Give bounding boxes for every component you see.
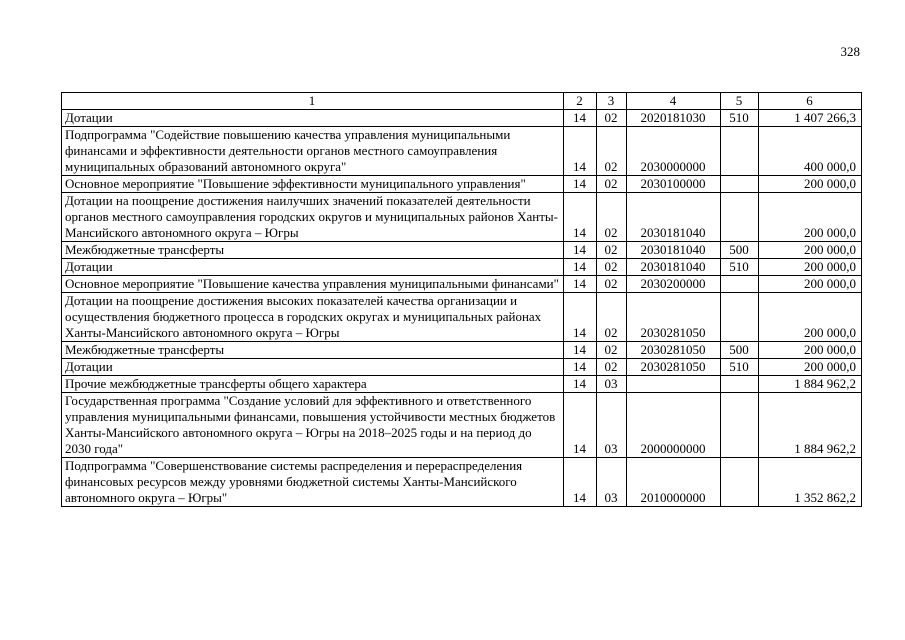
page-number: 328 <box>840 44 860 59</box>
row-name: Подпрограмма "Совершенствование системы распределения и перераспределения финансовых ресурсов между уровнями бюджетной системы Ханты-Мансийского автономного округа – Югры" <box>62 458 564 507</box>
row-target-article: 2030181040 <box>627 259 721 276</box>
header-col-5: 5 <box>721 93 759 110</box>
row-amount: 200 000,0 <box>759 259 862 276</box>
row-name: Дотации <box>62 359 564 376</box>
row-amount: 200 000,0 <box>759 342 862 359</box>
header-col-2: 2 <box>564 93 597 110</box>
row-amount: 400 000,0 <box>759 127 862 176</box>
row-subsection: 02 <box>597 110 627 127</box>
row-name: Основное мероприятие "Повышение эффективности муниципального управления" <box>62 176 564 193</box>
row-name: Прочие межбюджетные трансферты общего характера <box>62 376 564 393</box>
row-expense-type <box>721 393 759 458</box>
row-target-article: 2010000000 <box>627 458 721 507</box>
row-name: Подпрограмма "Содействие повышению качества управления муниципальными финансами и эффективности деятельности органов местного самоуправления муниципальных образований автономного округа" <box>62 127 564 176</box>
row-amount: 1 884 962,2 <box>759 393 862 458</box>
row-subsection: 02 <box>597 242 627 259</box>
table-row <box>62 127 862 176</box>
row-section: 14 <box>564 359 597 376</box>
table-row <box>62 193 862 242</box>
row-amount: 200 000,0 <box>759 176 862 193</box>
row-section: 14 <box>564 393 597 458</box>
row-expense-type: 510 <box>721 359 759 376</box>
row-target-article: 2030281050 <box>627 359 721 376</box>
table-row <box>62 393 862 458</box>
row-section: 14 <box>564 242 597 259</box>
table-row <box>62 242 862 259</box>
row-section: 14 <box>564 276 597 293</box>
table-row <box>62 376 862 393</box>
row-expense-type <box>721 293 759 342</box>
row-target-article: 2030000000 <box>627 127 721 176</box>
row-subsection: 02 <box>597 276 627 293</box>
row-name: Дотации на поощрение достижения наилучших значений показателей деятельности органов местного самоуправления городских округов и муниципальных районов Ханты-Мансийского автономного округа – Югры <box>62 193 564 242</box>
row-target-article: 2020181030 <box>627 110 721 127</box>
row-section: 14 <box>564 176 597 193</box>
header-col-1: 1 <box>62 93 564 110</box>
row-target-article: 2030181040 <box>627 193 721 242</box>
row-target-article: 2030281050 <box>627 342 721 359</box>
row-expense-type <box>721 458 759 507</box>
row-expense-type <box>721 127 759 176</box>
row-expense-type <box>721 276 759 293</box>
row-subsection: 02 <box>597 259 627 276</box>
row-amount: 200 000,0 <box>759 242 862 259</box>
row-amount: 200 000,0 <box>759 293 862 342</box>
row-name: Дотации <box>62 110 564 127</box>
row-name: Государственная программа "Создание условий для эффективного и ответственного управления муниципальными финансами, повышения устойчивости местных бюджетов Ханты-Мансийского автономного округа – Югры на 2018–2025 годы и на период до 2030 года" <box>62 393 564 458</box>
row-section: 14 <box>564 376 597 393</box>
row-name: Основное мероприятие "Повышение качества управления муниципальными финансами" <box>62 276 564 293</box>
header-col-4: 4 <box>627 93 721 110</box>
table-row <box>62 276 862 293</box>
row-target-article: 2030281050 <box>627 293 721 342</box>
row-subsection: 03 <box>597 458 627 507</box>
row-expense-type: 510 <box>721 259 759 276</box>
row-subsection: 02 <box>597 342 627 359</box>
row-subsection: 02 <box>597 293 627 342</box>
row-subsection: 02 <box>597 127 627 176</box>
row-target-article: 2000000000 <box>627 393 721 458</box>
header-col-6: 6 <box>759 93 862 110</box>
row-name: Межбюджетные трансферты <box>62 242 564 259</box>
table-row <box>62 342 862 359</box>
row-expense-type: 500 <box>721 242 759 259</box>
table-row <box>62 110 862 127</box>
row-section: 14 <box>564 110 597 127</box>
row-subsection: 03 <box>597 393 627 458</box>
row-expense-type: 500 <box>721 342 759 359</box>
row-section: 14 <box>564 127 597 176</box>
table-row <box>62 359 862 376</box>
row-amount: 200 000,0 <box>759 276 862 293</box>
budget-table <box>61 92 862 507</box>
row-name: Межбюджетные трансферты <box>62 342 564 359</box>
row-expense-type <box>721 176 759 193</box>
row-expense-type <box>721 193 759 242</box>
table-row <box>62 293 862 342</box>
row-target-article <box>627 376 721 393</box>
row-name: Дотации на поощрение достижения высоких показателей качества организации и осуществления бюджетного процесса в городских округах и муниципальных районах Ханты-Мансийского автономного округа – Югры <box>62 293 564 342</box>
row-subsection: 03 <box>597 376 627 393</box>
table-row <box>62 259 862 276</box>
row-section: 14 <box>564 259 597 276</box>
header-col-3: 3 <box>597 93 627 110</box>
row-section: 14 <box>564 342 597 359</box>
row-expense-type <box>721 376 759 393</box>
row-name: Дотации <box>62 259 564 276</box>
row-amount: 1 407 266,3 <box>759 110 862 127</box>
row-subsection: 02 <box>597 176 627 193</box>
row-amount: 200 000,0 <box>759 359 862 376</box>
row-subsection: 02 <box>597 193 627 242</box>
row-amount: 1 352 862,2 <box>759 458 862 507</box>
row-target-article: 2030100000 <box>627 176 721 193</box>
row-target-article: 2030181040 <box>627 242 721 259</box>
table-row <box>62 176 862 193</box>
row-expense-type: 510 <box>721 110 759 127</box>
row-amount: 200 000,0 <box>759 193 862 242</box>
row-subsection: 02 <box>597 359 627 376</box>
table-header-row <box>62 93 862 110</box>
row-section: 14 <box>564 293 597 342</box>
table-row <box>62 458 862 507</box>
row-target-article: 2030200000 <box>627 276 721 293</box>
row-amount: 1 884 962,2 <box>759 376 862 393</box>
row-section: 14 <box>564 458 597 507</box>
row-section: 14 <box>564 193 597 242</box>
